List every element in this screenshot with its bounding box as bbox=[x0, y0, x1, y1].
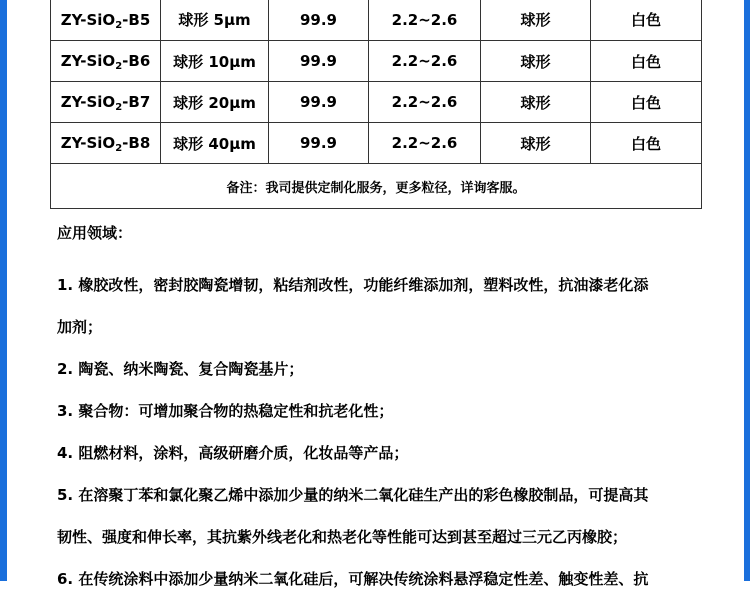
spec-table bbox=[50, 0, 702, 209]
application-line: 4. 阻燃材料，涂料，高级研磨介质，化妆品等产品； bbox=[57, 444, 409, 462]
density-cell: 2.2~2.6 bbox=[369, 123, 481, 164]
shape-size-cell: 球形 40μm bbox=[161, 123, 269, 164]
model-cell: ZY-SiO$_2$-B7 bbox=[51, 82, 161, 123]
model-cell: ZY-SiO$_2$-B5 bbox=[51, 0, 161, 41]
model-cell: ZY-SiO$_2$-B6 bbox=[51, 41, 161, 82]
application-line: 6. 在传统涂料中添加少量纳米二氧化硅后，可解决传统涂料悬浮稳定性差、触变性差、抗 bbox=[57, 570, 649, 588]
applications-section bbox=[57, 212, 697, 600]
applications-heading: 应用领域： bbox=[57, 224, 133, 242]
application-line: 韧性、强度和伸长率，其抗紫外线老化和热老化等性能可达到甚至超过三元乙丙橡胶； bbox=[57, 528, 628, 546]
application-line: 5. 在溶聚丁苯和氯化聚乙烯中添加少量的纳米二氧化硅生产出的彩色橡胶制品，可提高其 bbox=[57, 486, 649, 504]
shape-cell: 球形 bbox=[481, 0, 591, 41]
shape-size-cell: 球形 20μm bbox=[161, 82, 269, 123]
application-line: 3. 聚合物：可增加聚合物的热稳定性和抗老化性； bbox=[57, 402, 394, 420]
left-border-bar bbox=[0, 0, 7, 581]
shape-cell: 球形 bbox=[481, 82, 591, 123]
color-cell: 白色 bbox=[591, 123, 702, 164]
purity-cell: 99.9 bbox=[269, 0, 369, 41]
color-cell: 白色 bbox=[591, 82, 702, 123]
shape-cell: 球形 bbox=[481, 41, 591, 82]
table-row bbox=[51, 82, 702, 123]
purity-cell: 99.9 bbox=[269, 41, 369, 82]
table-note: 备注：我司提供定制化服务，更多粒径，详询客服。 bbox=[51, 164, 702, 209]
purity-cell: 99.9 bbox=[269, 123, 369, 164]
right-border-bar bbox=[744, 0, 750, 581]
color-cell: 白色 bbox=[591, 0, 702, 41]
table-row bbox=[51, 41, 702, 82]
color-cell: 白色 bbox=[591, 41, 702, 82]
table-row bbox=[51, 0, 702, 41]
application-line: 1. 橡胶改性，密封胶陶瓷增韧，粘结剂改性，功能纤维添加剂，塑料改性，抗油漆老化添 bbox=[57, 276, 649, 294]
table-row bbox=[51, 123, 702, 164]
density-cell: 2.2~2.6 bbox=[369, 0, 481, 41]
shape-size-cell: 球形 10μm bbox=[161, 41, 269, 82]
shape-cell: 球形 bbox=[481, 123, 591, 164]
shape-size-cell: 球形 5μm bbox=[161, 0, 269, 41]
density-cell: 2.2~2.6 bbox=[369, 82, 481, 123]
application-line: 加剂； bbox=[57, 318, 103, 336]
note-row bbox=[51, 164, 702, 209]
model-cell: ZY-SiO$_2$-B8 bbox=[51, 123, 161, 164]
density-cell: 2.2~2.6 bbox=[369, 41, 481, 82]
purity-cell: 99.9 bbox=[269, 82, 369, 123]
application-line: 2. 陶瓷、纳米陶瓷、复合陶瓷基片； bbox=[57, 360, 304, 378]
